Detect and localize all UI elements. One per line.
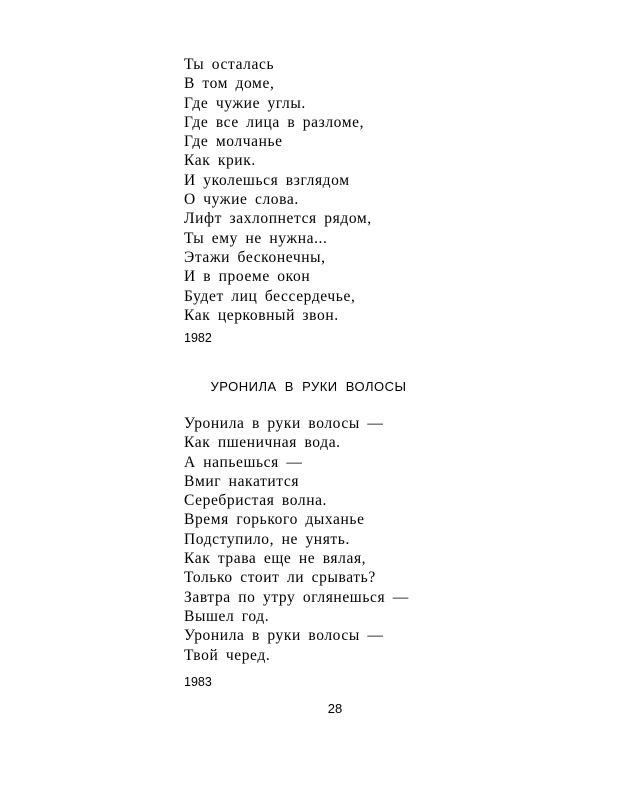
poem-line: Будет лиц бессердечье, <box>184 287 356 305</box>
poem-line: Как трава еще не вялая, <box>184 550 367 568</box>
poem-line: О чужие слова. <box>184 191 299 209</box>
poem-line: Вышел год. <box>184 607 270 625</box>
poem-line: А напьешься — <box>184 453 303 471</box>
poem-line: Завтра по утру оглянешься — <box>184 588 409 606</box>
poem-2-year: 1983 <box>184 675 212 689</box>
poem-line: В том доме, <box>184 75 275 93</box>
poem-line: Только стоит ли срывать? <box>184 569 376 587</box>
poem-line: Уронила в руки волосы — <box>184 627 384 645</box>
poem-line: Как пшеничная вода. <box>184 434 341 452</box>
poem-line: Время горького дыханье <box>184 511 365 529</box>
poem-2-text <box>184 414 409 665</box>
poem-line: И уколешься взглядом <box>184 171 350 189</box>
poem-line: Ты осталась <box>184 56 275 73</box>
page-number: 28 <box>327 701 343 716</box>
poem-line: Где чужие углы. <box>184 94 306 112</box>
poem-line: Где все лица в разломе, <box>184 113 365 131</box>
poem-1-text <box>184 55 372 325</box>
poem-line: Как крик. <box>184 152 256 170</box>
poem-line: Серебристая волна. <box>184 492 328 510</box>
poem-line: Твой черед. <box>184 646 271 664</box>
poem-line: Подступило, не унять. <box>184 530 350 548</box>
poem-2-title: УРОНИЛА В РУКИ ВОЛОСЫ <box>210 379 407 394</box>
poem-line: Как церковный звон. <box>184 306 339 324</box>
poem-line: Вмиг накатится <box>184 472 300 490</box>
poem-line: Уронила в руки волосы — <box>184 415 384 432</box>
poem-line: Этажи бесконечны, <box>184 248 326 266</box>
poem-line: Ты ему не нужна... <box>184 229 328 247</box>
poem-1-year: 1982 <box>184 331 212 345</box>
poem-line: И в проеме окон <box>184 268 311 286</box>
poem-line: Где молчанье <box>184 133 283 151</box>
poem-line: Лифт захлопнется рядом, <box>184 210 372 228</box>
